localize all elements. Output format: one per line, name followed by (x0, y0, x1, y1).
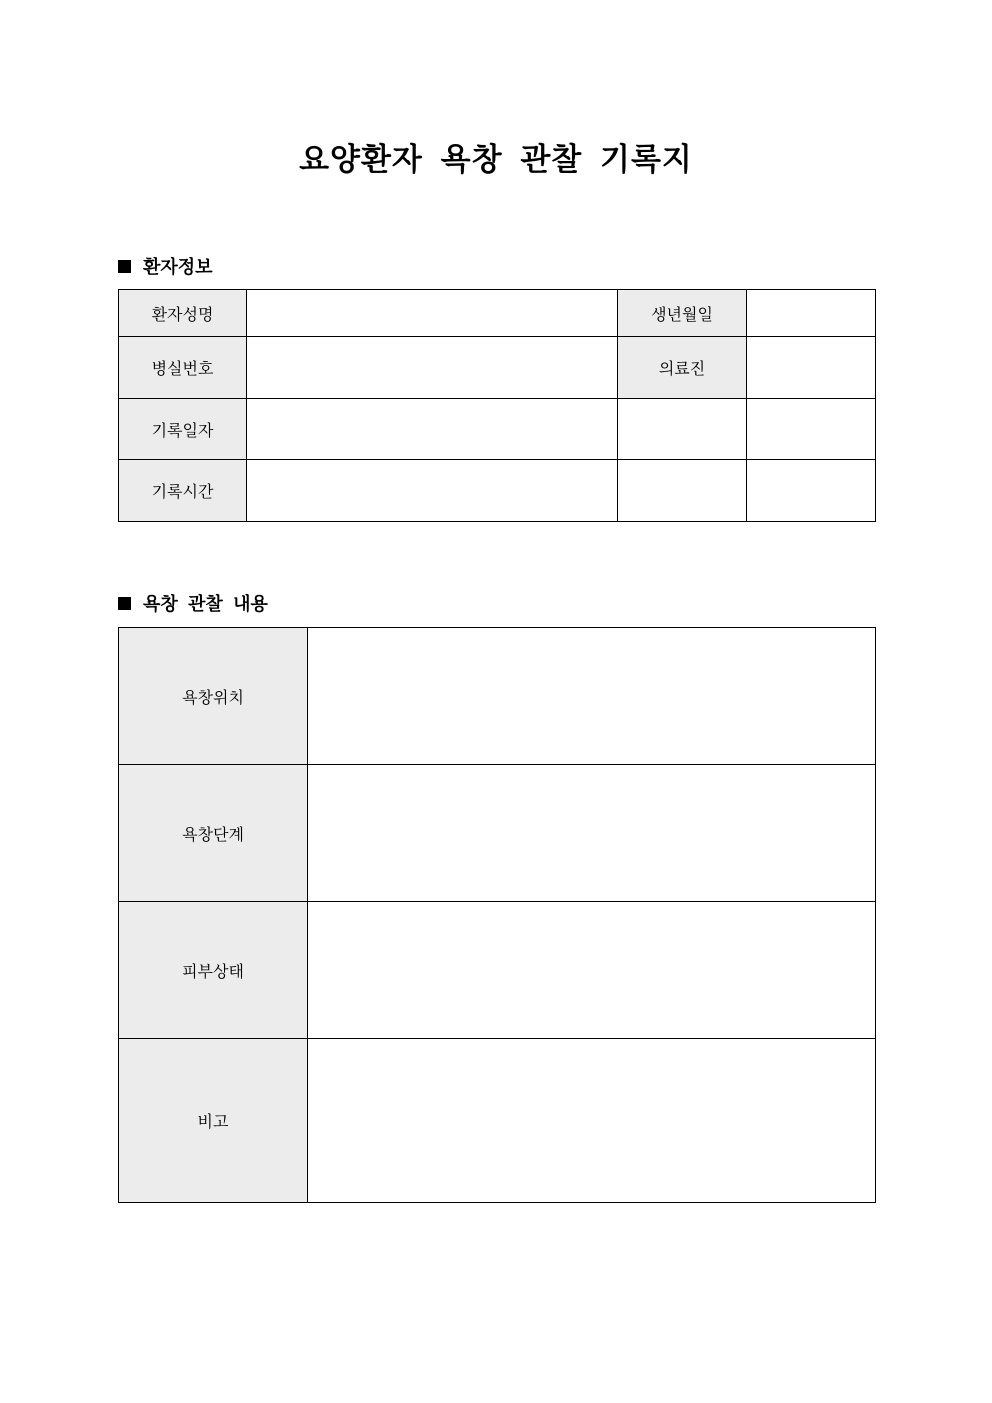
room-number-label: 병실번호 (119, 337, 247, 399)
birthdate-field[interactable] (747, 290, 876, 337)
document-title: 요양환자 욕창 관찰 기록지 (299, 142, 693, 178)
patient-info-table (118, 289, 876, 522)
record-time-label: 기록시간 (119, 460, 247, 522)
wound-stage-label: 욕창단계 (119, 765, 308, 902)
square-bullet-icon (118, 597, 131, 610)
table-row (119, 628, 876, 765)
wound-stage-field[interactable] (308, 765, 876, 902)
table-row (119, 460, 876, 522)
remarks-label: 비고 (119, 1039, 308, 1203)
name-label: 환자성명 (119, 290, 247, 337)
name-field[interactable] (247, 290, 618, 337)
blank-cell[interactable] (618, 460, 747, 522)
birthdate-label: 생년월일 (618, 290, 747, 337)
table-row (119, 1039, 876, 1203)
record-date-field[interactable] (247, 399, 618, 460)
remarks-field[interactable] (308, 1039, 876, 1203)
skin-condition-field[interactable] (308, 902, 876, 1039)
medical-staff-field[interactable] (747, 337, 876, 399)
blank-cell[interactable] (747, 460, 876, 522)
table-row (119, 902, 876, 1039)
table-row (119, 290, 876, 337)
table-row (119, 765, 876, 902)
patient-info-heading (118, 253, 213, 279)
record-date-label: 기록일자 (119, 399, 247, 460)
medical-staff-label: 의료진 (618, 337, 747, 399)
observation-table (118, 627, 876, 1203)
observation-heading-label: 욕창 관찰 내용 (143, 594, 268, 615)
wound-location-label: 욕창위치 (119, 628, 308, 765)
observation-heading (118, 590, 268, 616)
room-number-field[interactable] (247, 337, 618, 399)
patient-info-heading-label: 환자정보 (143, 257, 213, 278)
table-row (119, 337, 876, 399)
record-time-field[interactable] (247, 460, 618, 522)
square-bullet-icon (118, 260, 131, 273)
skin-condition-label: 피부상태 (119, 902, 308, 1039)
blank-cell[interactable] (618, 399, 747, 460)
table-row (119, 399, 876, 460)
blank-cell[interactable] (747, 399, 876, 460)
wound-location-field[interactable] (308, 628, 876, 765)
